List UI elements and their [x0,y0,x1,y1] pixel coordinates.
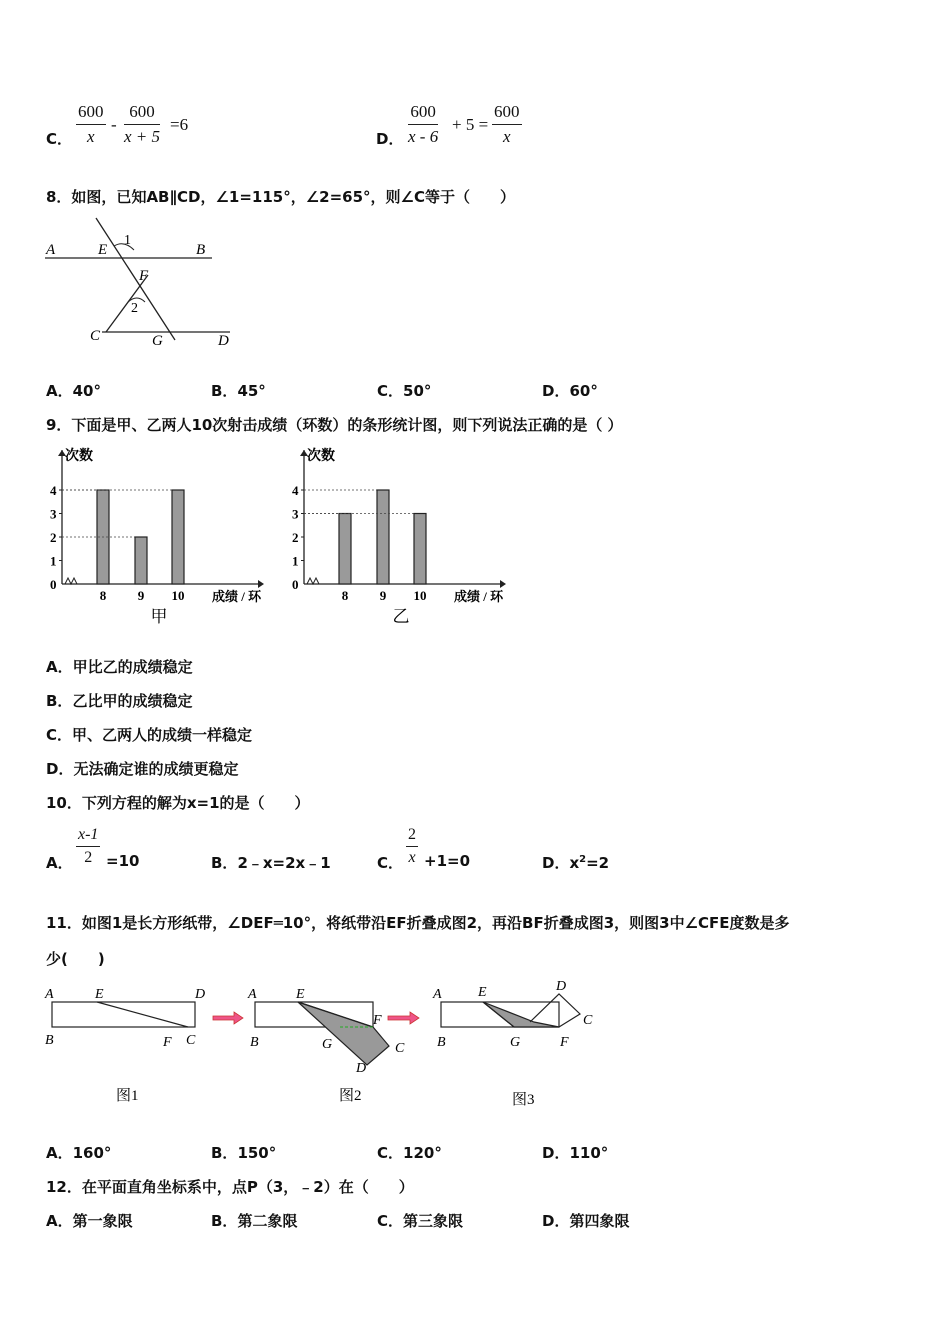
y-tick-label: 1 [50,553,57,569]
y-axis-label: 次数 [307,449,335,464]
chart-jia [40,442,275,632]
fraction: $\frac{600}{x}$ [78,102,104,146]
x-tick-label: 9 [137,588,145,603]
option-d: D．$x^2=2$ [542,854,610,872]
y-tick-label: 1 [292,553,299,569]
option-label: A． [46,854,73,872]
y-tick-label: 4 [50,483,57,498]
y-tick-label: 0 [292,577,299,592]
plus-five: + 5 = [452,115,489,134]
option-a: A．甲比乙的成绩稳定 [46,658,193,676]
bar [339,514,351,585]
svg-text:F: F [560,1035,569,1050]
x-axis-arrow [500,580,506,588]
svg-text:A: A [433,987,442,1002]
y-tick-label: 0 [50,577,57,592]
label-c: C [90,328,101,344]
svg-text:E: E [95,987,104,1002]
svg-text:E: E [296,987,305,1002]
y-tick-label: 3 [292,506,299,522]
svg-text:F: F [163,1035,172,1050]
y-tick-label: 4 [292,483,299,498]
label-e: E [98,242,108,258]
svg-text:C: C [186,1033,196,1048]
caption-fig1: 图1 [116,1088,139,1104]
equation-rhs: =10 [106,852,140,870]
fraction: $\frac{600}{x}$ [494,102,520,146]
x-axis-label: 成绩 / 环 [212,589,262,604]
bar [135,537,147,584]
label-a: A [46,242,56,258]
svg-text:E: E [478,985,487,1000]
svg-text:A: A [248,987,257,1002]
angle-1-label: 1 [124,233,131,248]
option-c: C．甲、乙两人的成绩一样稳定 [46,726,253,744]
svg-text:G: G [510,1035,521,1050]
label-b: B [196,242,206,258]
label-f: F [139,268,149,284]
axis-break [65,578,77,584]
option-a: A．第一象限 [46,1212,133,1230]
x-axis-label: 成绩 / 环 [454,589,504,604]
equation-rest: +1=0 [424,852,471,870]
option-a: A．40° [46,382,101,400]
svg-text:G: G [322,1037,333,1052]
q9-stem: 9．下面是甲、乙两人10次射击成绩（环数）的条形统计图，则下列说法正确的是（ ） [46,416,623,434]
option-c: C．120° [377,1144,442,1162]
bar [414,514,426,585]
minus-sign: - [111,115,117,134]
caption-fig2: 图2 [339,1088,362,1104]
y-tick-label: 3 [50,506,57,522]
svg-text:D: D [195,987,206,1002]
x-tick-label: 9 [379,588,387,603]
q8-stem: 8．如图，已知AB∥CD，∠1=115°，∠2=65°，则∠C等于（ ） [46,188,515,206]
option-label: C． [46,130,73,148]
label-g: G [152,333,163,349]
fraction: $\frac{x-1}{2}$ [78,826,99,866]
equation-rhs: =6 [170,115,189,134]
svg-text:D: D [556,979,567,994]
option-label: C． [377,854,404,872]
q11-figure [40,978,610,1108]
option-d: D．无法确定谁的成绩更稳定 [46,760,239,778]
x-axis-arrow [258,580,264,588]
option-b: B．150° [211,1144,277,1162]
option-d: D．第四象限 [542,1212,630,1230]
q12-stem: 12．在平面直角坐标系中，点P（3，﹣2）在（ ） [46,1178,414,1196]
option-label: D． [376,130,404,148]
q11-stem-line1: 11．如图1是长方形纸带，∠DEF═10°，将纸带沿EF折叠成图2，再沿BF折叠成图3，则图3中∠CFE度数是多 [46,914,790,932]
chart-title: 甲 [150,607,168,626]
fraction: $\frac{2}{x}$ [408,826,416,866]
x-tick-label: 8 [99,588,107,603]
label-d: D [218,333,229,349]
q11-stem-line2: 少( ) [46,950,105,968]
angle-2-label: 2 [131,301,138,316]
option-d: D．110° [542,1144,609,1162]
bar [172,490,184,584]
option-c: C．第三象限 [377,1212,464,1230]
option-b: B．乙比甲的成绩稳定 [46,692,193,710]
option-b: B．第二象限 [211,1212,298,1230]
y-tick-label: 2 [50,530,57,545]
bar [377,490,389,584]
y-tick-label: 2 [292,530,299,545]
fraction: $\frac{600}{x + 5}$ [124,102,161,146]
fraction: $\frac{600}{x - 6}$ [408,102,439,146]
svg-text:B: B [250,1035,259,1050]
svg-text:D: D [356,1061,367,1076]
svg-text:F: F [373,1013,382,1028]
x-tick-label: 10 [171,588,185,603]
svg-text:A: A [45,987,54,1002]
caption-fig3: 图3 [512,1092,535,1108]
q10-option-b: B．2﹣x=2x﹣1 [211,854,331,872]
option-d: D．60° [542,382,598,400]
svg-text:B: B [437,1035,446,1050]
q8-figure [40,212,240,352]
x-tick-label: 10 [413,588,427,603]
y-axis-label: 次数 [65,449,93,464]
x-tick-label: 8 [341,588,349,603]
chart-title: 乙 [392,607,410,626]
option-c: C．50° [377,382,432,400]
svg-text:C: C [583,1013,593,1028]
svg-text:C: C [395,1041,405,1056]
chart-yi [282,442,517,632]
svg-text:B: B [45,1033,54,1048]
axis-break [307,578,319,584]
option-a: A．160° [46,1144,112,1162]
option-b: B．45° [211,382,266,400]
q10-stem: 10．下列方程的解为x=1的是（ ） [46,794,310,812]
